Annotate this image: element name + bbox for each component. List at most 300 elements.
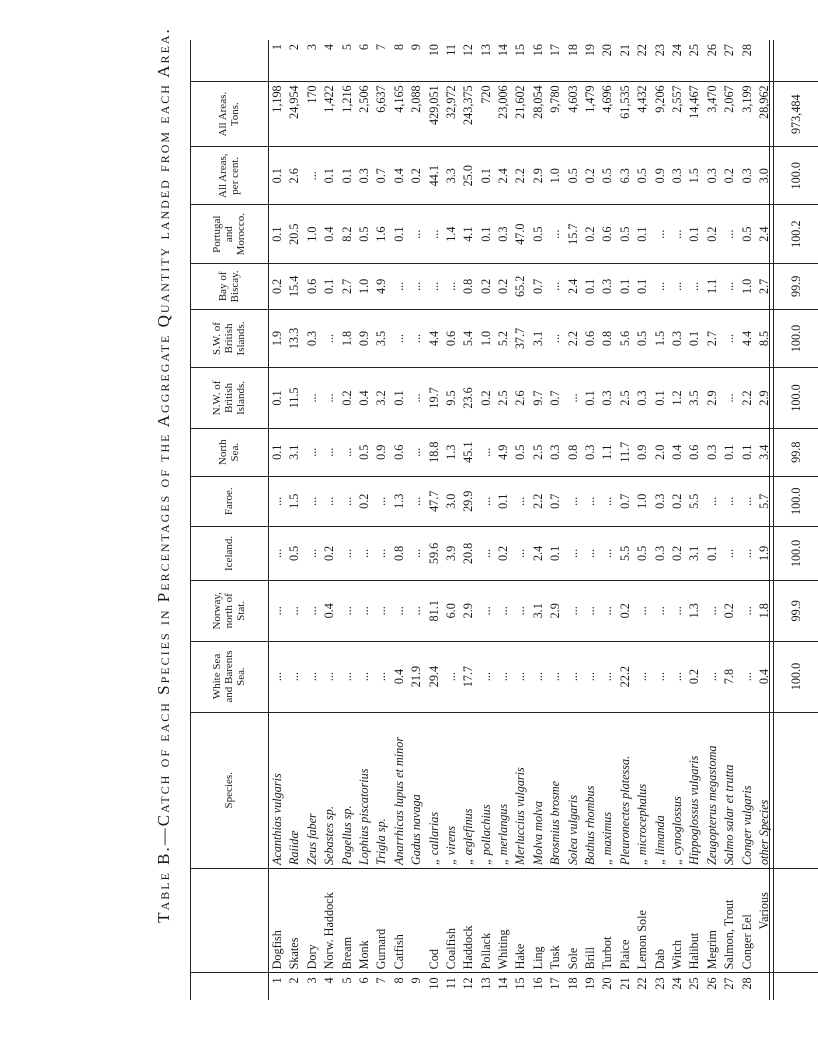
table-body [269,40,774,1000]
table-cell: 0.1 [391,390,406,406]
table-cell: ... [391,333,406,344]
table-cell: ... [530,671,545,682]
table-cell: ... [704,671,719,682]
table-cell: 1.9 [756,545,771,562]
table-cell: Salmo salar et trutta [722,764,737,866]
table-cell: Whiting [496,929,511,970]
column-header [190,973,269,1000]
table-cell: ... [722,229,737,239]
table-cell: ... [583,548,598,558]
table-cell: 0.1 [391,226,406,242]
table-cell: 0.1 [339,168,354,184]
table-cell: Tusk [548,945,563,970]
table-cell: Zeugopterus megastoma [704,745,719,866]
table-cell: 2.9 [756,390,771,406]
table-cell: ... [478,606,493,616]
table-cell: 1.5 [687,168,702,184]
table-cell: 2.2 [513,168,528,184]
table-cell: 4 [322,44,337,51]
table-cell: 2 [287,977,302,984]
table-cell: 14 [496,977,511,990]
table-cell: 19 [583,977,598,990]
table-cell: ... [409,393,424,403]
table-cell: Pagellus sp. [339,805,354,866]
table-cell: Dory [304,944,319,970]
table-cell: ... [287,671,302,682]
table-cell: ... [339,671,354,682]
table-cell [408,872,425,969]
table-cell: „ virens [443,825,458,866]
table-cell: 1.0 [356,278,371,294]
column-header: Faroe. [190,476,269,526]
table-cell: 0.3 [635,390,650,406]
table-cell: Sebastes sp. [322,806,337,866]
column-nw [269,368,774,429]
table-cell: Hippoglossus vulgaris [687,755,702,866]
table-cell: 21.9 [409,665,424,688]
table-cell: ... [426,229,441,239]
table-cell: 0.5 [287,545,302,562]
table-cell: 4.4 [739,330,754,347]
table-cell: 0.2 [669,493,684,509]
table-cell: ... [391,281,406,291]
column-header: Portugal and Morocco. [190,205,269,263]
column-header: White Sea and Barents Sea. [190,641,269,712]
table-cell: 2.5 [496,390,511,406]
total-cell-sp [774,712,818,869]
table-cell: 3 [304,977,319,984]
table-cell: 1.0 [548,168,563,184]
table-cell: 25.0 [461,165,476,187]
table-cell: 2.5 [617,390,632,406]
table-cell: ... [409,229,424,239]
table-cell: 0.1 [270,390,284,406]
table-cell: 47.0 [513,223,528,245]
table-cell: 0.7 [617,493,632,509]
table-cell: 25 [687,44,702,57]
table-cell: 1.8 [339,330,354,347]
table-cell: Trigla sp. [374,818,389,866]
table-cell: 4.9 [496,444,511,460]
table-cell: 1.4 [443,226,458,242]
table-cell: 20 [600,977,615,990]
table-cell: ... [722,281,737,291]
table-cell: 5 [339,977,354,984]
table-cell: 4,432 [635,85,650,113]
table-cell: ... [304,393,319,403]
total-cell-pm: 100.2 [774,205,818,263]
table-cell: 0.5 [530,226,545,242]
table-cell: ... [565,548,580,558]
table-cell: ... [722,548,737,558]
table-cell: Solea vulgaris [565,794,580,866]
table-cell: 2.2 [530,493,545,509]
table-cell: 17 [548,44,563,57]
table-cell: 0.2 [583,168,598,184]
table-cell: „ microcephalus [635,783,650,866]
table-cell: 2.0 [652,444,667,460]
table-cell: 26 [704,44,719,57]
column-n [269,973,774,1000]
table-cell: 3.3 [443,168,458,184]
table-cell: Skates [287,937,302,970]
table-cell: 0.2 [356,493,371,509]
table-cell: 0.3 [583,444,598,460]
table-cell: 11.5 [287,387,302,409]
table-cell: ... [374,606,389,616]
table-cell: 0.4 [391,668,406,685]
table-cell: 0.2 [478,390,493,406]
table-cell: 28 [739,44,754,57]
table-cell: 1.8 [756,603,771,619]
table-cell: ... [339,606,354,616]
total-cell-sw: 100.0 [774,309,818,367]
table-cell: 3.1 [530,603,545,619]
table-cell: ... [669,606,684,616]
table-cell: 0.5 [600,168,615,184]
table-cell: ... [409,333,424,344]
table-cell: 61,535 [617,85,632,119]
table-cell: 9 [409,44,424,51]
table-cell: ... [443,671,458,682]
table-cell: 0.5 [739,226,754,242]
table-cell: 24,954 [287,85,302,119]
table-cell: 0.1 [739,444,754,460]
table-cell: Bothus rhombus [583,785,598,866]
table-cell: 2.9 [461,603,476,619]
table-cell: Monk [356,940,371,970]
table-cell: 47.7 [426,490,441,512]
table-cell: 1.5 [652,330,667,347]
table-cell: 22.2 [617,665,632,688]
table-cell: 4 [322,977,337,984]
table-cell: 0.6 [443,330,458,347]
table-cell: 18 [565,44,580,57]
table-cell: 2,067 [722,85,737,113]
table-cell: ... [739,496,754,506]
table-cell: 2.9 [530,168,545,184]
table-cell: ... [496,606,511,616]
table-cell: ... [270,671,284,682]
table-cell: 23.6 [461,387,476,409]
table-cell: 13.3 [287,327,302,350]
column-header: Bay of Biscay. [190,263,269,309]
table-cell: 0.1 [652,390,667,406]
table-cell: ... [478,496,493,506]
table-cell: 3,470 [704,85,719,113]
table-cell: 1,216 [339,85,354,113]
table-cell: ... [339,496,354,506]
table-cell: 26 [704,977,719,990]
column-header [190,40,269,82]
table-cell: ... [513,548,528,558]
table-cell: ... [322,496,337,506]
table-cell: ... [739,606,754,616]
table-cell: 0.7 [374,168,389,184]
table-cell: ... [669,229,684,239]
table-cell: 15.7 [565,223,580,245]
table-cell: 0.3 [652,545,667,562]
table-cell: 20.5 [287,223,302,245]
table-cell: ... [600,548,615,558]
table-cell: Cod [426,949,441,970]
table-cell: ... [409,496,424,506]
table-cell: 0.1 [270,226,284,242]
table-cell: 0.2 [270,278,284,294]
table-cell: 2,557 [669,85,684,113]
table-cell: ... [548,671,563,682]
table-cell: 0.1 [270,444,284,460]
table-cell: 0.2 [722,603,737,619]
table-cell: 0.5 [565,168,580,184]
table-cell: Witch [669,940,684,970]
table-cell: 2,506 [356,85,371,113]
table-cell: 1,422 [322,85,337,113]
table-cell: Salmon, Trout [722,899,737,970]
total-cell-fa: 100.0 [774,476,818,526]
table-cell: 3,199 [739,85,754,113]
table-cell: 59.6 [426,542,441,565]
table-cell: 20 [600,44,615,57]
table-cell: ... [478,447,493,457]
totals-row [774,40,818,1000]
table-cell: Sole [565,947,580,970]
table-cell: 27 [722,44,737,57]
table-cell: 0.1 [548,545,563,562]
table-cell: ... [583,606,598,616]
table-cell: 16 [530,977,545,990]
table-cell: ... [270,548,284,558]
table-cell: 0.1 [635,226,650,242]
table-cell: 11 [443,977,458,990]
column-r [269,40,774,82]
table-cell: „ cynoglossus [669,796,684,866]
table-cell: 0.1 [583,278,598,294]
table-cell: 429,051 [426,85,441,125]
table-cell: ... [478,671,493,682]
table-cell: ... [722,393,737,403]
table-cell: 5.7 [756,493,771,509]
table-cell: ... [374,548,389,558]
table-cell: 8 [391,977,406,984]
table-footer [774,40,818,1000]
table-cell: Brill [583,947,598,970]
table-cell: 1.3 [443,444,458,460]
table-cell: 29.4 [426,665,441,688]
table-cell: 0.8 [461,278,476,294]
table-cell: 6,637 [374,85,389,113]
table-cell: 0.2 [617,603,632,619]
table-cell: 0.6 [687,444,702,460]
table-cell: 0.8 [600,330,615,347]
table-cell: 4.4 [426,330,441,347]
table-cell: Turbot [600,936,615,970]
table-cell: ... [356,606,371,616]
table-cell: ... [356,671,371,682]
table-cell: „ limanda [652,815,667,866]
table-cell: other Species [756,799,771,866]
table-cell: ... [513,496,528,506]
table-cell: 1.0 [478,330,493,347]
table-cell: ... [426,281,441,291]
table-cell: 0.6 [391,444,406,460]
table-cell: ... [356,548,371,558]
table-cell: 2.4 [496,168,511,184]
table-cell: 23,006 [496,85,511,119]
table-cell: 0.4 [756,668,771,685]
table-cell: 24 [669,977,684,990]
table-cell: ... [652,606,667,616]
table-cell: ... [704,606,719,616]
table-cell: Anarrhicas lupus et minor [391,736,406,866]
table-cell: ... [600,606,615,616]
table-cell: ... [669,671,684,682]
table-cell: 1.1 [704,278,719,294]
table-cell: 81.1 [426,600,441,622]
table-cell: 0.1 [722,444,737,460]
table-cell: 19 [583,44,598,57]
table-cell: ... [583,671,598,682]
column-at [269,82,774,147]
table-cell: 0.8 [391,545,406,562]
table-cell: ... [374,496,389,506]
table-cell: 2 [287,44,302,51]
total-cell-name [774,869,818,973]
table-cell: 0.3 [496,226,511,242]
table-cell: Zeus faber [304,813,319,866]
table-cell: 2.7 [756,278,771,294]
table-cell: 24 [669,44,684,57]
table-cell: 6.0 [443,603,458,619]
table-cell: ... [322,671,337,682]
table-cell: 20.8 [461,542,476,565]
table-cell: Norw. Haddock [322,892,337,970]
table-cell: Catfish [391,934,406,970]
table-cell: 1,479 [583,85,598,113]
table-cell: 28 [739,977,754,990]
table-cell: 19.7 [426,387,441,409]
table-cell: 0.1 [635,278,650,294]
table-cell: 2.9 [548,603,563,619]
table-cell: 3 [304,44,319,51]
total-cell-at: 973,484 [774,82,818,147]
table-cell: 1.0 [304,226,319,242]
table-cell: 1,198 [270,85,284,113]
table-cell: 0.5 [617,226,632,242]
table-cell: 0.9 [356,330,371,347]
table-cell: 2.6 [287,168,302,184]
table-cell: 18 [565,977,580,990]
table-cell: 3.1 [287,444,302,460]
table-cell: 27 [722,977,737,990]
table-cell: 0.2 [496,545,511,562]
total-cell-no: 99.9 [774,581,818,642]
table-cell: 0.8 [565,444,580,460]
table-cell: Megrim [704,930,719,970]
table-cell: ... [322,393,337,403]
table-cell: 15 [513,44,528,57]
table-cell: 0.4 [669,444,684,460]
table-cell: Raiidæ [287,830,302,866]
table-cell: 21 [617,977,632,990]
table-cell: Plaice [617,939,632,970]
table-cell: ... [652,671,667,682]
column-fa [269,476,774,526]
total-cell-ap: 100.0 [774,147,818,205]
table-cell: 170 [304,85,319,104]
table-cell: 2.4 [565,278,580,294]
table-cell: Conger vulgaris [739,785,754,866]
table-cell: 2.2 [739,390,754,406]
table-cell: 0.9 [635,444,650,460]
table-cell: 12 [461,44,476,57]
table-cell: 1.6 [374,226,389,242]
table-cell: ... [409,281,424,291]
table-cell: 2.4 [530,545,545,562]
table-cell: 0.7 [548,390,563,406]
table-cell: 720 [478,85,493,104]
table-cell: ... [409,606,424,616]
table-cell: 44.1 [426,165,441,187]
table-cell: 0.5 [635,330,650,347]
table-cell: ... [635,606,650,616]
table-cell: 21 [617,44,632,57]
table-cell: 0.2 [669,545,684,562]
table-cell: ... [669,281,684,291]
table-cell: 5.5 [617,545,632,562]
column-ws [269,641,774,712]
table-cell: 28,962 [756,85,771,119]
table-cell: 3.5 [687,390,702,406]
table-cell: 16 [530,44,545,57]
table-cell: ... [722,496,737,506]
table-cell: 0.2 [339,390,354,406]
table-cell: 4,165 [391,85,406,113]
column-header: All Areas, per cent. [190,147,269,205]
table-cell: „ maximus [600,811,615,866]
table-cell: ... [409,447,424,457]
table-cell: 1.1 [600,444,615,460]
table-cell: 3.1 [687,545,702,562]
table-cell: 0.9 [652,168,667,184]
column-header: Species. [190,712,269,869]
table-cell: ... [548,229,563,239]
table-cell: ... [687,281,702,291]
table-cell: 22 [635,977,650,990]
table-cell [756,44,773,78]
table-cell: 2.4 [756,226,771,242]
column-sp [269,712,774,869]
table-cell: Acanthias vulgaris [270,773,284,866]
table-cell: ... [722,333,737,344]
table-cell: 4.1 [461,226,476,242]
table-cell: 32,972 [443,85,458,119]
table-cell: 1.3 [391,493,406,509]
table-cell: 0.1 [270,168,284,184]
table-cell: ... [270,606,284,616]
column-header: S.W. of British Islands. [190,309,269,367]
table-cell: Dogfish [270,930,284,970]
table-cell: ... [478,548,493,558]
table-cell: 5.5 [687,493,702,509]
table-cell: 1.3 [687,603,702,619]
table-cell: 25 [687,977,702,990]
table-cell: 14,467 [687,85,702,119]
table-cell: 0.4 [391,168,406,184]
table-cell: 0.9 [374,444,389,460]
table-cell: ... [304,171,319,181]
table-cell: 1.2 [669,390,684,406]
